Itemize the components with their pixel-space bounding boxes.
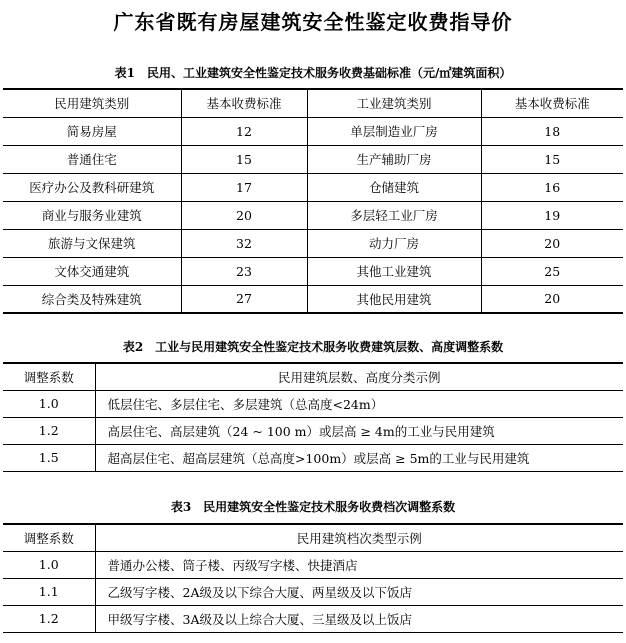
document-title: 广东省既有房屋建筑安全性鉴定收费指导价 <box>113 10 513 34</box>
table-row <box>3 285 623 313</box>
industrial-building-category: 单层制造业厂房 <box>307 117 481 145</box>
table-row <box>3 417 623 444</box>
height-category-example: 高层住宅、高层建筑（24 ~ 100 m）或层高 ≥ 4m的工业与民用建筑 <box>95 417 623 444</box>
industrial-base-fee: 16 <box>481 173 623 201</box>
civil-base-fee: 32 <box>181 229 307 257</box>
table3 <box>3 523 623 633</box>
adjustment-coefficient: 1.0 <box>3 551 95 578</box>
table2-caption: 表2 工业与民用建筑安全性鉴定技术服务收费建筑层数、高度调整系数 <box>122 340 504 354</box>
table-row <box>3 229 623 257</box>
table1-header-cell: 基本收费标准 <box>181 89 307 117</box>
table3-header-row <box>3 524 623 551</box>
civil-building-category: 普通住宅 <box>3 145 181 173</box>
table1-header-cell: 工业建筑类别 <box>307 89 481 117</box>
table1-caption: 表1 民用、工业建筑安全性鉴定技术服务收费基础标准（元/㎡建筑面积） <box>114 66 512 80</box>
grade-type-example: 乙级写字楼、2A级及以下综合大厦、两星级及以下饭店 <box>95 578 623 605</box>
table-row <box>3 605 623 632</box>
industrial-building-category: 其他民用建筑 <box>307 285 481 313</box>
table1-header-cell: 民用建筑类别 <box>3 89 181 117</box>
civil-building-category: 简易房屋 <box>3 117 181 145</box>
grade-type-example: 甲级写字楼、3A级及以上综合大厦、三星级及以上饭店 <box>95 605 623 632</box>
table-row <box>3 551 623 578</box>
civil-building-category: 旅游与文保建筑 <box>3 229 181 257</box>
table-row <box>3 444 623 471</box>
table1 <box>3 88 623 314</box>
table-row <box>3 145 623 173</box>
table-row <box>3 390 623 417</box>
civil-base-fee: 15 <box>181 145 307 173</box>
civil-base-fee: 17 <box>181 173 307 201</box>
industrial-base-fee: 19 <box>481 201 623 229</box>
adjustment-coefficient: 1.5 <box>3 444 95 471</box>
industrial-base-fee: 20 <box>481 229 623 257</box>
civil-building-category: 综合类及特殊建筑 <box>3 285 181 313</box>
adjustment-coefficient: 1.0 <box>3 390 95 417</box>
adjustment-coefficient: 1.2 <box>3 605 95 632</box>
table2 <box>3 362 623 472</box>
industrial-base-fee: 15 <box>481 145 623 173</box>
table2-header-cell: 调整系数 <box>3 363 95 390</box>
adjustment-coefficient: 1.1 <box>3 578 95 605</box>
civil-base-fee: 27 <box>181 285 307 313</box>
civil-base-fee: 23 <box>181 257 307 285</box>
civil-building-category: 商业与服务业建筑 <box>3 201 181 229</box>
table-row <box>3 117 623 145</box>
adjustment-coefficient: 1.2 <box>3 417 95 444</box>
industrial-building-category: 仓储建筑 <box>307 173 481 201</box>
civil-building-category: 医疗办公及教科研建筑 <box>3 173 181 201</box>
table-row <box>3 578 623 605</box>
table1-header-cell: 基本收费标准 <box>481 89 623 117</box>
civil-base-fee: 20 <box>181 201 307 229</box>
table3-header-cell: 民用建筑档次类型示例 <box>95 524 623 551</box>
civil-building-category: 文体交通建筑 <box>3 257 181 285</box>
table1-header-row <box>3 89 623 117</box>
industrial-building-category: 多层轻工业厂房 <box>307 201 481 229</box>
height-category-example: 超高层住宅、超高层建筑（总高度>100m）或层高 ≥ 5m的工业与民用建筑 <box>95 444 623 471</box>
civil-base-fee: 12 <box>181 117 307 145</box>
table2-header-cell: 民用建筑层数、高度分类示例 <box>95 363 623 390</box>
industrial-base-fee: 20 <box>481 285 623 313</box>
industrial-base-fee: 25 <box>481 257 623 285</box>
grade-type-example: 普通办公楼、筒子楼、丙级写字楼、快捷酒店 <box>95 551 623 578</box>
industrial-building-category: 动力厂房 <box>307 229 481 257</box>
industrial-base-fee: 18 <box>481 117 623 145</box>
table3-caption: 表3 民用建筑安全性鉴定技术服务收费档次调整系数 <box>170 500 456 514</box>
table-row <box>3 173 623 201</box>
table-row <box>3 257 623 285</box>
table2-header-row <box>3 363 623 390</box>
industrial-building-category: 生产辅助厂房 <box>307 145 481 173</box>
height-category-example: 低层住宅、多层住宅、多层建筑（总高度<24m） <box>95 390 623 417</box>
table-row <box>3 201 623 229</box>
industrial-building-category: 其他工业建筑 <box>307 257 481 285</box>
table3-header-cell: 调整系数 <box>3 524 95 551</box>
